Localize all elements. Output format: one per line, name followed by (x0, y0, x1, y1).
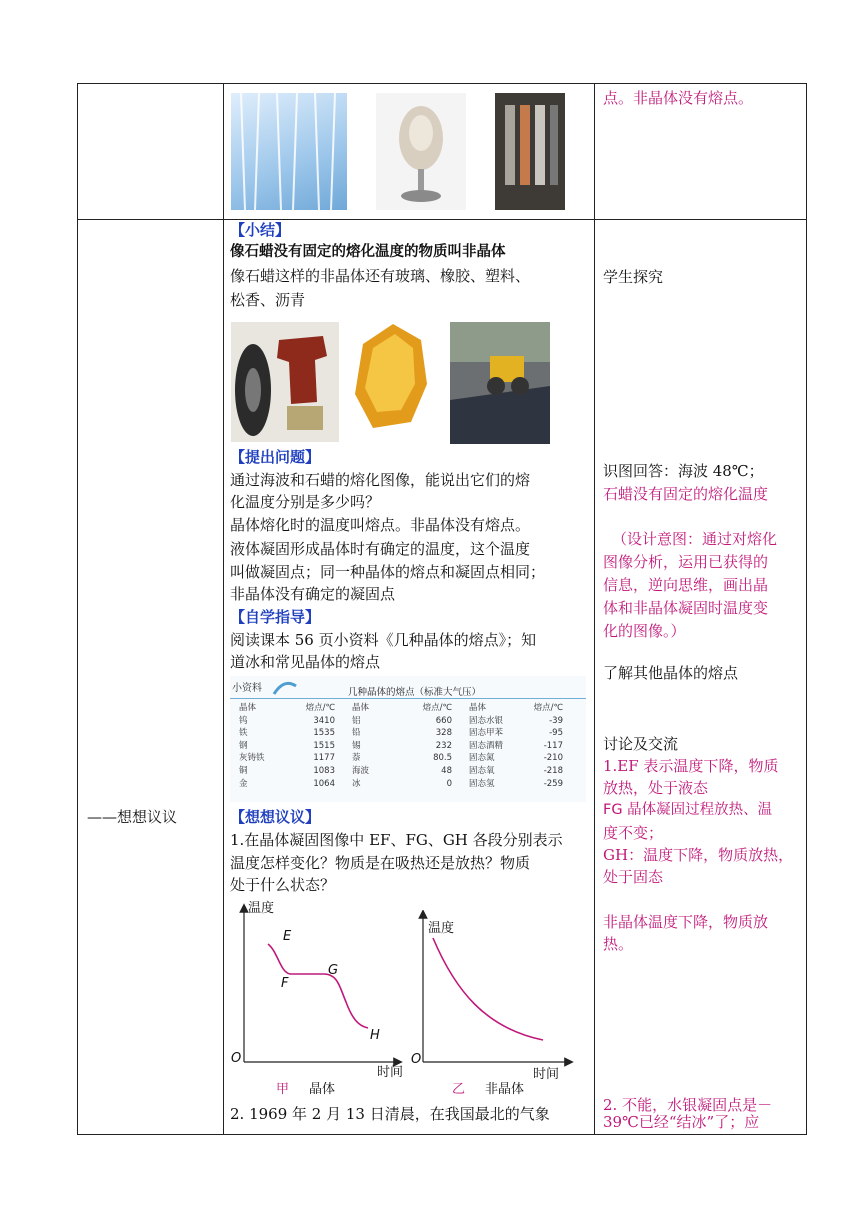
answer-2-line-1: 2. 不能，水银凝固点是－ (603, 1096, 773, 1114)
answer-fg-line-1: FG 晶体凝固过程放热、温 (603, 802, 773, 818)
rubber-plastic-photo (231, 322, 339, 442)
table-row (236, 752, 566, 765)
table-cell: 1177 (313, 753, 335, 764)
data-box-swirl-icon (270, 676, 300, 698)
table-cell: 660 (435, 715, 452, 726)
table-cell: -95 (549, 728, 563, 739)
table-cell: 1064 (313, 778, 335, 789)
table-cell: 铝 (352, 715, 361, 726)
crystal-xlabel: 时间 (377, 1065, 404, 1080)
table-cell: -218 (543, 765, 563, 776)
answer-amorphous-line-2: 热。 (603, 935, 634, 953)
table-cell: -259 (543, 778, 563, 789)
design-line-5: 化的图像。） (603, 622, 686, 640)
discuss-line-1: 1.在晶体凝固图像中 EF、FG、GH 各段分别表示 (230, 831, 563, 849)
summary-text-1: 像石蜡这样的非晶体还有玻璃、橡胶、塑料、 (230, 267, 531, 285)
table-cell: -39 (549, 715, 563, 726)
point-f: F (281, 976, 289, 991)
summary-heading: 【小结】 (230, 221, 291, 239)
summary-bold: 像石蜡没有固定的熔化温度的物质叫非晶体 (230, 244, 506, 260)
guide-line-2: 道冰和常见晶体的熔点 (230, 653, 381, 671)
question-line-5: 叫做凝固点；同一种晶体的熔点和凝固点相同； (230, 563, 546, 581)
table-cell: 固态氢 (469, 778, 495, 789)
answer-black: 识图回答：海波 48℃； (603, 462, 764, 480)
point-h: H (370, 1028, 380, 1043)
discuss-line-2: 温度怎样变化？物质是在吸热还是放热？物质 (230, 854, 531, 872)
guide-line-1: 阅读课本 56 页小资料《几种晶体的熔点》；知 (230, 631, 537, 649)
table-cell: -117 (543, 740, 563, 751)
table-row (236, 765, 566, 778)
question-2-line: 2. 1969 年 2 月 13 日清晨，在我国最北的气象 (230, 1105, 550, 1123)
crystal-caption-mark: 甲 (276, 1082, 290, 1097)
question-line-1: 通过海波和石蜡的熔化图像，能说出它们的熔 (230, 471, 531, 489)
table-cell: 海波 (352, 765, 370, 776)
data-box-title: 几种晶体的熔点（标准大气压） (348, 687, 482, 698)
design-line-1: （设计意图：通过对熔化 (612, 530, 778, 548)
melting-point-data-box (230, 676, 586, 802)
table-cell: 固态酒精 (469, 740, 504, 751)
summary-text-2: 松香、沥青 (230, 291, 306, 309)
point-g: G (328, 963, 339, 978)
amorphous-ylabel: 温度 (428, 921, 455, 936)
frost-photo (231, 93, 347, 210)
header-cell: 晶体 (469, 703, 487, 713)
point-e: E (283, 929, 292, 944)
design-line-4: 体和非晶体凝固时温度变 (603, 599, 769, 617)
melting-point-table (236, 702, 566, 790)
header-cell: 晶体 (352, 703, 370, 713)
question-heading: 【提出问题】 (230, 448, 321, 466)
table-cell: -210 (543, 753, 563, 764)
header-cell: 晶体 (239, 703, 257, 713)
column-divider-1 (223, 84, 224, 1134)
amorphous-caption-mark: 乙 (452, 1082, 466, 1097)
table-cell: 冰 (352, 778, 361, 789)
table-cell: 1515 (313, 740, 335, 751)
table-cell: 3410 (313, 715, 335, 726)
question-line-2: 化温度分别是多少吗？ (230, 493, 381, 511)
answer-gh-line-1: GH：温度下降，物质放热， (603, 846, 794, 864)
amorphous-origin: O (411, 1052, 422, 1067)
question-line-3: 晶体熔化时的温度叫熔点。非晶体没有熔点。 (230, 516, 531, 534)
table-cell: 灰铸铁 (239, 753, 265, 764)
design-line-2: 图像分析，运用已获得的 (603, 553, 769, 571)
table-cell: 固态氧 (469, 765, 495, 776)
rosin-photo (349, 314, 432, 442)
design-line-3: 信息，逆向思维，画出晶 (603, 576, 769, 594)
row-divider (78, 219, 806, 220)
column-divider-2 (594, 84, 595, 1134)
amorphous-curve (433, 938, 543, 1040)
table-cell: 钨 (239, 715, 248, 726)
table-cell: 80.5 (433, 753, 452, 764)
student-explore: 学生探究 (603, 268, 664, 286)
question-line-4: 液体凝固形成晶体时有确定的温度，这个温度 (230, 540, 531, 558)
learn-other-points: 了解其他晶体的熔点 (603, 664, 739, 682)
data-box-tag: 小资料 (232, 683, 262, 694)
header-cell: 熔点/℃ (422, 703, 452, 713)
discuss-line-3: 处于什么状态？ (230, 876, 336, 894)
salt-photo (376, 93, 466, 210)
table-row (236, 727, 566, 740)
table-row (236, 740, 566, 753)
crystal-caption: 晶体 (309, 1082, 336, 1097)
answer-magenta: 石蜡没有固定的熔化温度 (603, 485, 769, 503)
crystal-origin: O (231, 1051, 242, 1066)
asphalt-road-photo (450, 322, 550, 444)
table-row (236, 778, 566, 791)
question-line-6: 非晶体没有确定的凝固点 (230, 585, 396, 603)
header-cell: 熔点/℃ (305, 703, 335, 713)
table-cell: 钢 (239, 740, 248, 751)
table-cell: 金 (239, 778, 248, 789)
table-cell: 1535 (313, 728, 335, 739)
table-cell: 232 (435, 740, 452, 751)
answer-gh-line-2: 处于固态 (603, 868, 664, 886)
amorphous-xlabel: 时间 (533, 1067, 560, 1082)
crystal-ylabel: 温度 (248, 901, 275, 916)
table-cell: 铅 (352, 728, 361, 739)
table-cell: 固态氮 (469, 753, 495, 764)
discuss-heading: 【想想议议】 (230, 808, 321, 826)
answer-ef-line-2: 放热，处于液态 (603, 779, 709, 797)
answer-2-line-2: 39℃已经“结冰”了；应 (603, 1113, 760, 1131)
table-cell: 0 (446, 778, 452, 789)
header-cell: 熔点/℃ (533, 703, 563, 713)
table-cell: 1083 (313, 765, 335, 776)
table-cell: 固态水银 (469, 715, 504, 726)
table-cell: 328 (435, 728, 452, 739)
table-cell: 锡 (352, 740, 361, 751)
answer-amorphous-line-1: 非晶体温度下降，物质放 (603, 913, 769, 931)
row1-right-text: 点。非晶体没有熔点。 (603, 89, 754, 107)
table-row (236, 715, 566, 728)
table-cell: 48 (441, 765, 452, 776)
section-label: ——想想议议 (87, 808, 178, 826)
table-header-row (236, 702, 566, 715)
amorphous-caption: 非晶体 (485, 1082, 525, 1097)
table-cell: 铁 (239, 728, 248, 739)
answer-fg-line-2: 度不变； (603, 824, 664, 842)
answer-ef-line-1: 1.EF 表示温度下降，物质 (603, 757, 779, 775)
table-cell: 萘 (352, 753, 361, 764)
table-cell: 铜 (239, 765, 248, 776)
table-cell: 固态甲苯 (469, 728, 504, 739)
guide-heading: 【自学指导】 (230, 608, 321, 626)
discuss-exchange: 讨论及交流 (603, 735, 679, 753)
metal-rods-photo (495, 93, 565, 210)
